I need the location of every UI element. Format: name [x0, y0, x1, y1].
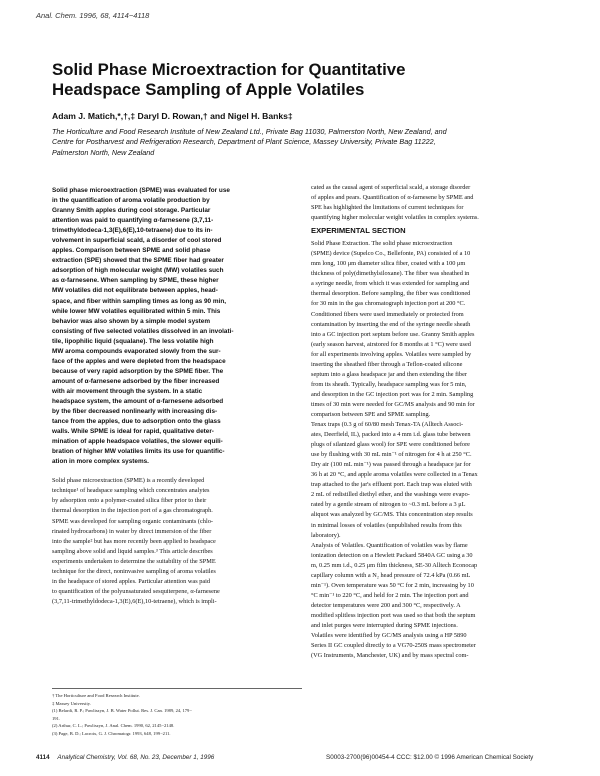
body-line: (SPME) device (Supelco Co., Bellefonte, PA) consisted of a 10 — [311, 250, 471, 258]
body-line: of apples and pears. Quantification of α-farnesene by SPME and — [311, 194, 474, 202]
body-line: for 30 min in the gas chromatograph injection port at 200 °C. — [311, 300, 466, 308]
abstract-line: space, and fiber within sampling times as long as 90 min, — [52, 297, 227, 305]
body-line: use by flushing with 30 mL min⁻¹ of nitrogen for 4 h at 250 °C. — [311, 451, 472, 459]
body-line: detector temperatures were 200 and 300 °C, respectively. A — [311, 601, 461, 609]
body-line: ates, Deerfield, IL), packed into a 4 mm i.d. glass tube between — [311, 431, 471, 439]
body-line: °C min⁻¹ to 220 °C, and held for 2 min. The injection port and — [311, 591, 469, 599]
body-line: min⁻¹). Oven temperature was 50 °C for 2 min, increasing by 10 — [311, 581, 474, 589]
body-line: Conditioned fibers were used immediately or protected from — [311, 310, 464, 318]
body-line: inserting the sheathed fiber through a Teflon-coated silicone — [311, 360, 463, 368]
body-line: trap attached to the jar's effluent port. Each trap was eluted with — [311, 481, 472, 489]
authors: Adam J. Matich,*,†,‡ Daryl D. Rowan,† and Nigel H. Banks‡ — [52, 111, 293, 121]
body-line: plugs of silanized glass wool) for SPE were conditioned before — [311, 441, 470, 449]
intro-line: technique¹ of headspace sampling which concentrates analytes — [52, 487, 210, 495]
experimental-section — [311, 239, 561, 661]
affiliation-line: Centre for Postharvest and Refrigeration Research, Department of Plant Science, Massey University, Private Bag 11222, — [52, 137, 436, 147]
abstract-line: trimethyldodeca-1,3(E),6(E),10-tetraene) due to its in- — [52, 227, 213, 235]
footnote-line: (1) Belardi, R. P.; Pawliszyn, J. B. Water Pollut. Res. J. Can. 1989, 24, 179− — [52, 708, 192, 714]
intro-line: Solid phase microextraction (SPME) is a recently developed — [52, 477, 205, 485]
body-line: Analysis of Volatiles. Quantification of volatiles was by flame — [311, 541, 468, 549]
abstract-line: consisting of five selected volatiles dissolved in an involati- — [52, 327, 234, 335]
abstract-line: apples. Comparison between SPME and solid phase — [52, 247, 211, 255]
footnote-line: † The Horticulture and Food Research Institute. — [52, 693, 140, 698]
footnote-line: 191. — [52, 715, 61, 721]
intro-line: by adsorption onto a polymer-coated silica fiber prior to their — [52, 497, 207, 505]
body-line: thermal desorption. Before sampling, the fiber was conditioned — [311, 290, 471, 298]
intro-line: (3,7,11-trimethyldodeca-1,3(E),6(E),10-tetraene), which is impli- — [52, 597, 217, 605]
affiliation-line: The Horticulture and Food Research Institute of New Zealand Ltd., Private Bag 11030, Palmerston North, New Zealand, and — [52, 127, 447, 136]
body-line: (early season harvest, airstored for 8 months at 1 °C) were used — [311, 340, 471, 348]
body-line: ionization detection on a Hewlett Packard 5840A GC using a 30 — [311, 551, 473, 559]
body-line: Tenax traps (0.3 g of 60/80 mesh Tenax-TA (Alltech Associ- — [311, 421, 464, 429]
intro-line: into the sample² but has more recently been applied to headspace — [52, 537, 216, 545]
intro-line: SPME was developed for sampling organic contaminants (chlo- — [52, 517, 213, 525]
abstract-line: tance from the apples, due to adsorption onto the glass — [52, 418, 221, 426]
body-line: laboratory). — [311, 531, 341, 539]
body-line: aliquot was analyzed by GC/MS. This concentration step results — [311, 511, 473, 519]
body-line: 36 h at 20 °C, and apple aroma volatiles were collected in a Tenax — [311, 471, 478, 479]
abstract-line: headspace system, the amount of α-farnesene adsorbed — [52, 397, 224, 405]
intro-line: sampling above solid and liquid samples.³ This article describes — [52, 547, 213, 555]
intro-continued — [311, 183, 561, 223]
footnotes — [52, 688, 302, 738]
abstract-line: with air movement through the system. In a static — [52, 387, 203, 395]
body-line: contamination by inserting the end of the syringe needle sheath — [311, 320, 471, 328]
abstract-line: attention was paid to quantifying α-farnesene (3,7,11- — [52, 217, 214, 225]
abstract-line: amount of α-farnesene adsorbed by the fiber increased — [52, 377, 220, 385]
experimental-section-heading: EXPERIMENTAL SECTION — [311, 226, 406, 236]
intro-line: thermal desorption in the injection port of a gas chromatograph. — [52, 507, 213, 515]
body-line: capillary column with a N₂ head pressure of 72.4 kPa (0.66 mL — [311, 571, 471, 579]
body-line: and desorption in the GC injection port was for 2 min. Sampling — [311, 390, 474, 398]
abstract-line: adsorption of high molecular weight (MW) volatiles such — [52, 267, 224, 275]
body-line: mm long, 100 μm diameter silica fiber, coated with a 100 μm — [311, 260, 466, 268]
abstract-line: extraction (SPE) showed that the SPME fiber had greater — [52, 257, 224, 265]
body-line: in minimal losses of volatiles (unpublished results from this — [311, 521, 462, 529]
body-line: modified splitless injection port was used so that both the septum — [311, 611, 476, 619]
body-line: for all experiments involving apples. Volatiles were sampled by — [311, 350, 472, 358]
body-line: Solid Phase Extraction. The solid phase microextraction — [311, 240, 453, 248]
body-line: (VG Instruments, Manchester, UK) and by mass spectral com- — [311, 652, 469, 660]
intro-line: in the headspace of stored apples. Particular attention was paid — [52, 577, 211, 585]
footnote-line: ‡ Massey University. — [52, 700, 91, 706]
body-line: quantifying higher molecular weight volatiles in complex systems. — [311, 214, 479, 222]
footnote-line: (2) Arthur, C. L.; Pawliszyn, J. Anal. Chem. 1990, 62, 2145−2148. — [52, 723, 175, 729]
abstract-line: by the fiber decreased nonlinearly with increasing dis- — [52, 408, 218, 416]
introduction — [52, 476, 302, 607]
body-line: times of 30 min were needed for GC/MS analysis and 90 min for — [311, 400, 475, 408]
article-title — [52, 60, 552, 100]
intro-line: rinated hydrocarbons) in water by direct immersion of the fiber — [52, 527, 212, 535]
left-column — [52, 186, 302, 607]
intro-line: experiments undertaken to determine the suitability of the SPME — [52, 557, 216, 565]
abstract-line: tile, lipophilic liquid (squalane). The less volatile high — [52, 337, 214, 345]
footer-journal: Analytical Chemistry, Vol. 68, No. 23, December 1, 1996 — [57, 754, 215, 761]
affiliation-line: Palmerston North, New Zealand — [52, 147, 155, 157]
abstract-line: ation in more complex systems. — [52, 458, 149, 466]
body-line: 2 mL of redistilled diethyl ether, and the washings were evapo- — [311, 491, 470, 499]
body-line: m, 0.25 mm i.d., 0.25 μm film thickness, SE-30 Alltech Econocap — [311, 561, 478, 569]
body-line: comparison between SPE and SPME sampling. — [311, 410, 431, 418]
body-line: Volatiles were identified by GC/MS analysis using a HP 5890 — [311, 632, 467, 640]
page-footer-right: S0003-2700(96)00454-4 CCC: $12.00 © 1996 American Chemical Society — [326, 754, 534, 761]
abstract-line: MW volatiles did not equilibrate between apples, head- — [52, 287, 218, 295]
footnote-line: (3) Page, B. D.; Lacroix, G. J. Chromatogr. 1993, 648, 199−211. — [52, 730, 171, 736]
abstract-line: because of very rapid adsorption by the SPME fiber. The — [52, 367, 224, 375]
body-line: thickness of poly(dimethylsiloxane). The fiber was sheathed in — [311, 270, 470, 278]
intro-line: technique for the direct, noninvasive sampling of aroma volatiles — [52, 567, 216, 575]
abstract-line: as α-farnesene. When sampling by SPME, these higher — [52, 277, 219, 285]
body-line: SPE has highlighted the limitations of current techniques for — [311, 204, 464, 212]
body-line: from its sheath. Typically, headspace sampling was for 5 min, — [311, 380, 467, 388]
title-line: Headspace Sampling of Apple Volatiles — [52, 80, 365, 99]
right-column — [311, 183, 561, 661]
body-line: into a GC injection port septum before use. Granny Smith apples — [311, 330, 475, 338]
intro-line: to quantification of the polyunsaturated sesquiterpene, α-farnesene — [52, 587, 220, 595]
page-number: 4114 — [36, 754, 50, 761]
abstract-line: while lower MW volatiles equilibrated within 5 min. This — [52, 307, 221, 315]
body-line: Dry air (100 mL min⁻¹) was passed through a headspace jar for — [311, 461, 471, 469]
body-line: septum into a glass headspace jar and then extending the fiber — [311, 370, 467, 378]
abstract-line: face of the apples and were depleted from the headspace — [52, 357, 226, 365]
abstract-line: bration of higher MW volatiles limits its use for quantific- — [52, 448, 225, 456]
abstract-line: MW aroma compounds evaporated slowly from the sur- — [52, 347, 221, 355]
abstract-line: volvement in superficial scald, a disorder of cool stored — [52, 237, 222, 245]
abstract-line: Granny Smith apples during cool storage. Particular — [52, 207, 211, 215]
abstract-line: walls. While SPME is ideal for rapid, qualitative deter- — [52, 428, 214, 436]
abstract — [52, 186, 302, 467]
affiliation — [52, 127, 552, 158]
body-line: cated as the causal agent of superficial scald, a storage disorder — [311, 184, 471, 191]
body-line: a syringe needle, from which it was extended for sampling and — [311, 280, 470, 288]
body-line: Series II GC coupled directly to a VG70-250S mass spectrometer — [311, 642, 476, 650]
title-line: Solid Phase Microextraction for Quantitative — [52, 60, 406, 79]
abstract-line: mination of apple headspace volatiles, the slower equili- — [52, 438, 223, 446]
abstract-line: behavior was also shown by a simple model system — [52, 317, 211, 325]
body-line: and inlet purges were interrupted during SPME injections. — [311, 621, 458, 629]
page-footer-left — [36, 754, 214, 761]
abstract-line: in the quantification of aroma volatile production by — [52, 197, 210, 205]
abstract-line: Solid phase microextraction (SPME) was evaluated for use — [52, 187, 230, 194]
body-line: rated by a gentle stream of nitrogen to ~0.3 mL before a 3 μL — [311, 501, 466, 509]
journal-reference: Anal. Chem. 1996, 68, 4114−4118 — [36, 11, 150, 20]
